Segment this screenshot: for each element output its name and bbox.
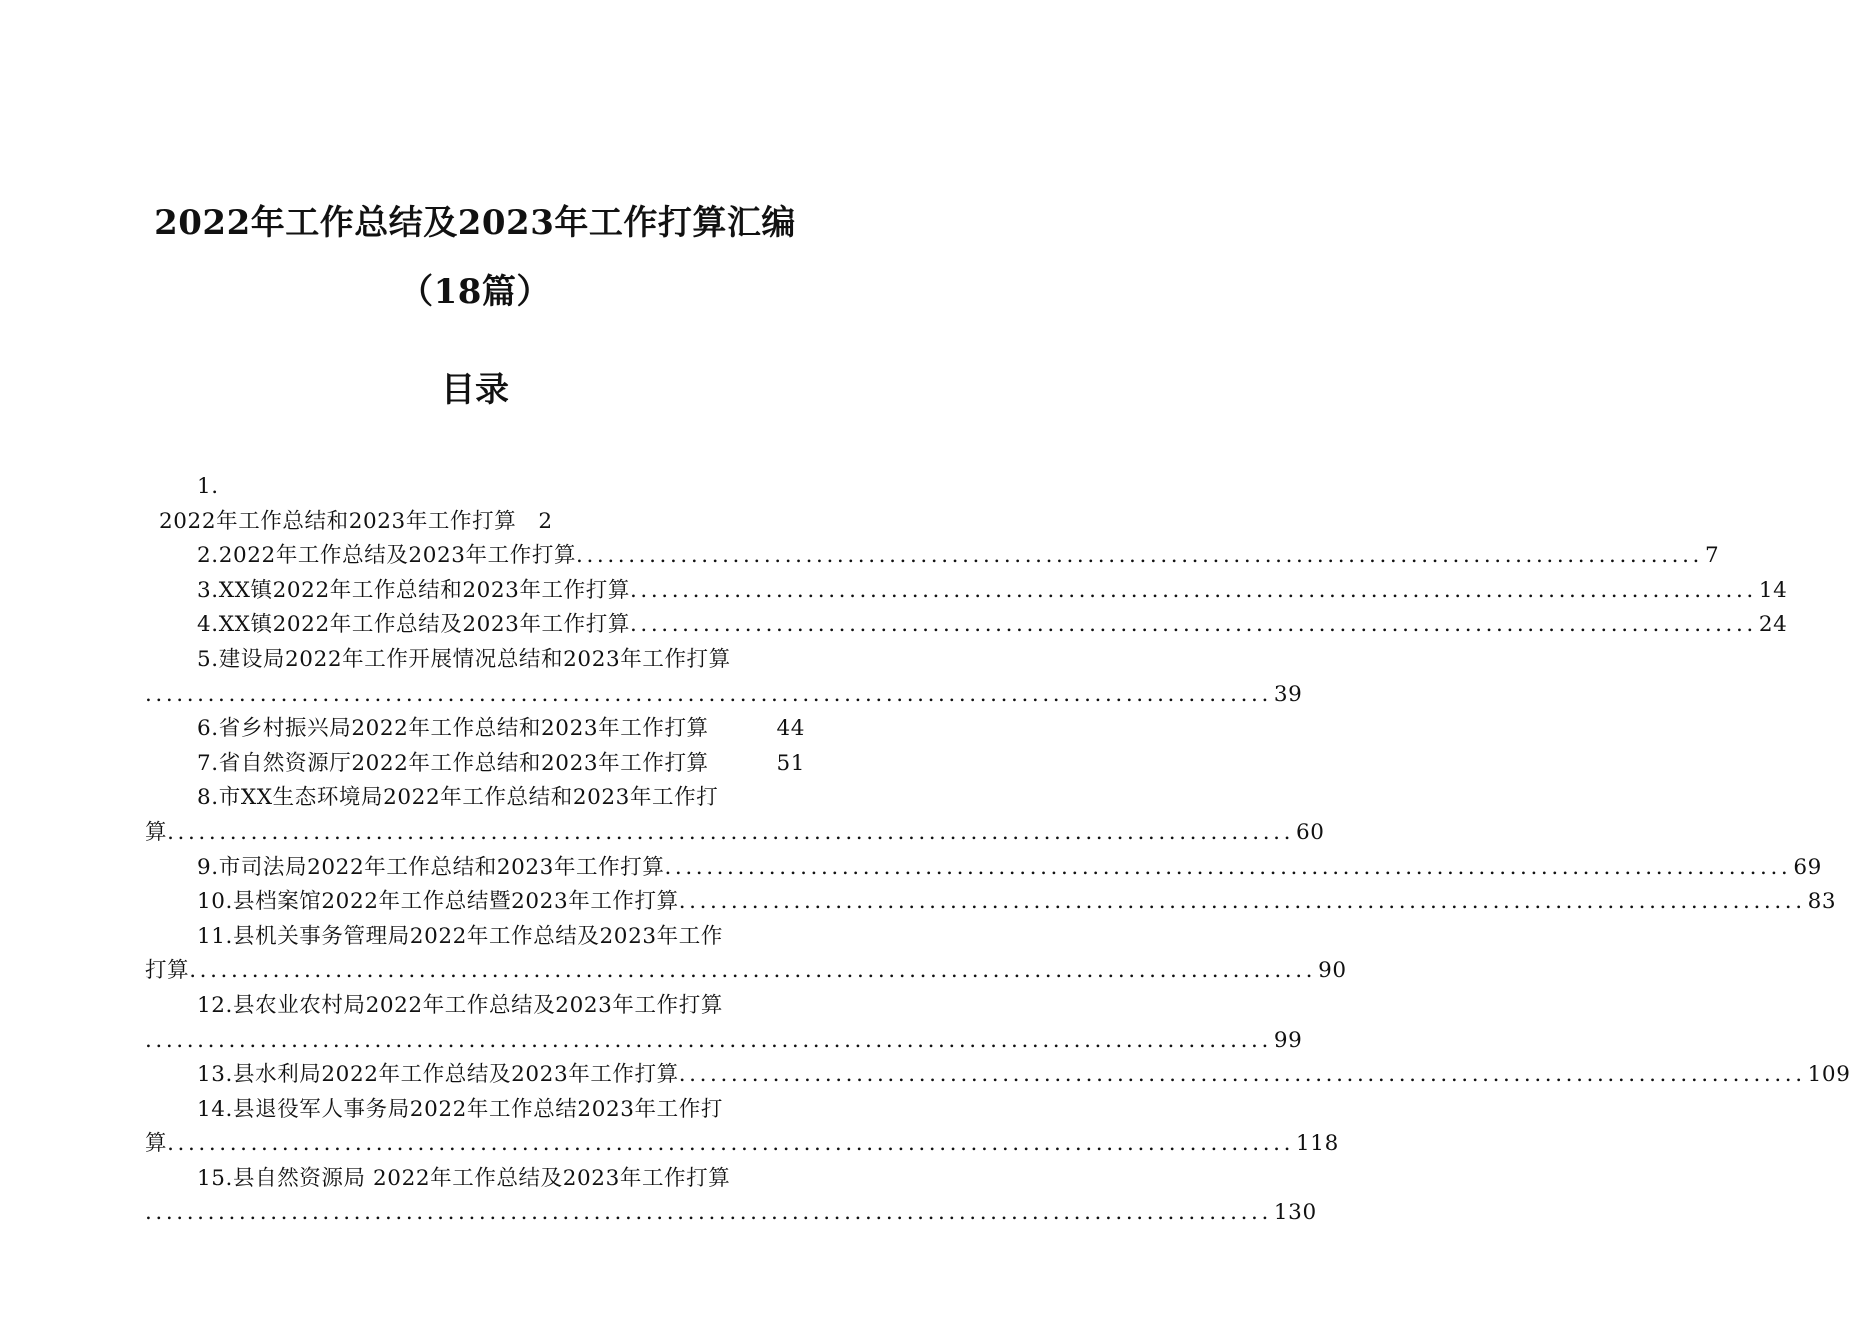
toc-page-number: 24 — [1758, 612, 1788, 638]
toc-entry-6[interactable] — [145, 712, 805, 747]
toc-entry-text: 13.县水利局2022年工作总结及2023年工作打算 — [197, 1062, 679, 1088]
toc-entry-2[interactable] — [145, 539, 1720, 574]
toc-leader: ............................................................................................................ — [629, 612, 1757, 638]
toc-leader: ............................................................................................................ — [145, 681, 1272, 707]
toc-entry-text: 12.县农业农村局2022年工作总结及2023年工作打算 — [197, 992, 723, 1018]
toc-leader: ............................................................................................................ — [576, 543, 1703, 569]
toc-page-number: 39 — [1273, 681, 1303, 707]
toc-leader: ............................................................................................................ — [189, 958, 1317, 984]
toc-entry-text: 4.XX镇2022年工作总结及2023年工作打算 — [197, 612, 630, 638]
toc-entry-3[interactable] — [145, 574, 1788, 609]
toc-page-number: 99 — [1273, 1027, 1303, 1053]
toc-entry-11[interactable] — [145, 920, 805, 955]
toc-page-number: 130 — [1273, 1200, 1317, 1226]
toc-leader: ............................................................................................................ — [145, 1027, 1272, 1053]
toc-leader: ............................................................................................................ — [145, 1200, 1272, 1226]
toc-page-number: 2 — [538, 508, 553, 534]
toc-page-number: 69 — [1793, 854, 1822, 880]
toc-entry-5-continued[interactable] — [145, 678, 1303, 713]
toc-entry-1[interactable] — [145, 505, 805, 540]
toc-entry-10[interactable] — [145, 885, 1837, 920]
toc-entry-14[interactable] — [145, 1093, 805, 1128]
toc-page-number: 90 — [1318, 958, 1347, 984]
toc-entry-text: 11.县机关事务管理局2022年工作总结及2023年工作 — [197, 923, 723, 949]
toc-entry-text: 14.县退役军人事务局2022年工作总结2023年工作打 — [197, 1096, 723, 1122]
document-subtitle: （18篇） — [399, 272, 551, 312]
toc-entry-text: 15.县自然资源局 2022年工作总结及2023年工作打算 — [197, 1165, 731, 1191]
toc-entry-5[interactable] — [145, 643, 805, 678]
toc-entry-text: 算 — [145, 1131, 168, 1157]
toc-entry-text: 3.XX镇2022年工作总结和2023年工作打算 — [197, 577, 630, 603]
toc-page-number: 109 — [1807, 1062, 1850, 1088]
toc-entry-text: 10.县档案馆2022年工作总结暨2023年工作打算 — [197, 889, 679, 915]
toc-entry-12[interactable] — [145, 989, 805, 1024]
toc-entry-text: 5.建设局2022年工作开展情况总结和2023年工作打算 — [197, 646, 731, 672]
toc-page-number: 44 — [776, 716, 805, 742]
toc-leader: ............................................................................................................ — [167, 819, 1295, 845]
toc-entry-9[interactable] — [145, 851, 1822, 886]
toc-entry-text: 2.2022年工作总结及2023年工作打算 — [197, 543, 577, 569]
toc-entry-8[interactable] — [145, 781, 805, 816]
toc-entry-15-continued[interactable] — [145, 1196, 1317, 1231]
toc-leader: ............................................................................................................ — [167, 1131, 1295, 1157]
toc-entry-13[interactable] — [145, 1058, 1850, 1093]
table-of-contents — [145, 470, 1850, 1231]
toc-page-number: 60 — [1296, 819, 1325, 845]
toc-leader: ............................................................................................................ — [678, 1062, 1806, 1088]
toc-entry-14-continued[interactable] — [145, 1127, 1339, 1162]
toc-heading: 目录 — [441, 370, 509, 410]
toc-leader: ............................................................................................................ — [678, 889, 1806, 915]
toc-page-number: 118 — [1296, 1131, 1339, 1157]
document-title: 2022年工作总结及2023年工作打算汇编 — [154, 203, 796, 243]
toc-entry-text: 9.市司法局2022年工作总结和2023年工作打算 — [197, 854, 665, 880]
toc-page-number: 83 — [1807, 889, 1837, 915]
toc-entry-4[interactable] — [145, 608, 1788, 643]
toc-entry-text: 2022年工作总结和2023年工作打算 — [159, 508, 517, 534]
toc-entry-text: 8.市XX生态环境局2022年工作总结和2023年工作打 — [197, 785, 719, 811]
toc-entry-8-continued[interactable] — [145, 816, 1325, 851]
toc-entry-7[interactable] — [145, 747, 805, 782]
toc-entry-12-continued[interactable] — [145, 1024, 1303, 1059]
toc-leader: ............................................................................................................ — [629, 577, 1757, 603]
toc-entry-text: 6.省乡村振兴局2022年工作总结和2023年工作打算 — [197, 716, 709, 742]
toc-page-number: 7 — [1704, 543, 1720, 569]
toc-entry-1-number[interactable]: 1. — [197, 474, 219, 499]
toc-entry-text: 7.省自然资源厅2022年工作总结和2023年工作打算 — [197, 750, 709, 776]
toc-leader: ............................................................................................................ — [664, 854, 1792, 880]
toc-entry-15[interactable] — [145, 1162, 805, 1197]
toc-entry-text: 打算 — [145, 958, 190, 984]
toc-entry-11-continued[interactable] — [145, 954, 1347, 989]
toc-page-number: 14 — [1758, 577, 1788, 603]
toc-entry-text: 算 — [145, 819, 168, 845]
toc-page-number: 51 — [776, 750, 805, 776]
